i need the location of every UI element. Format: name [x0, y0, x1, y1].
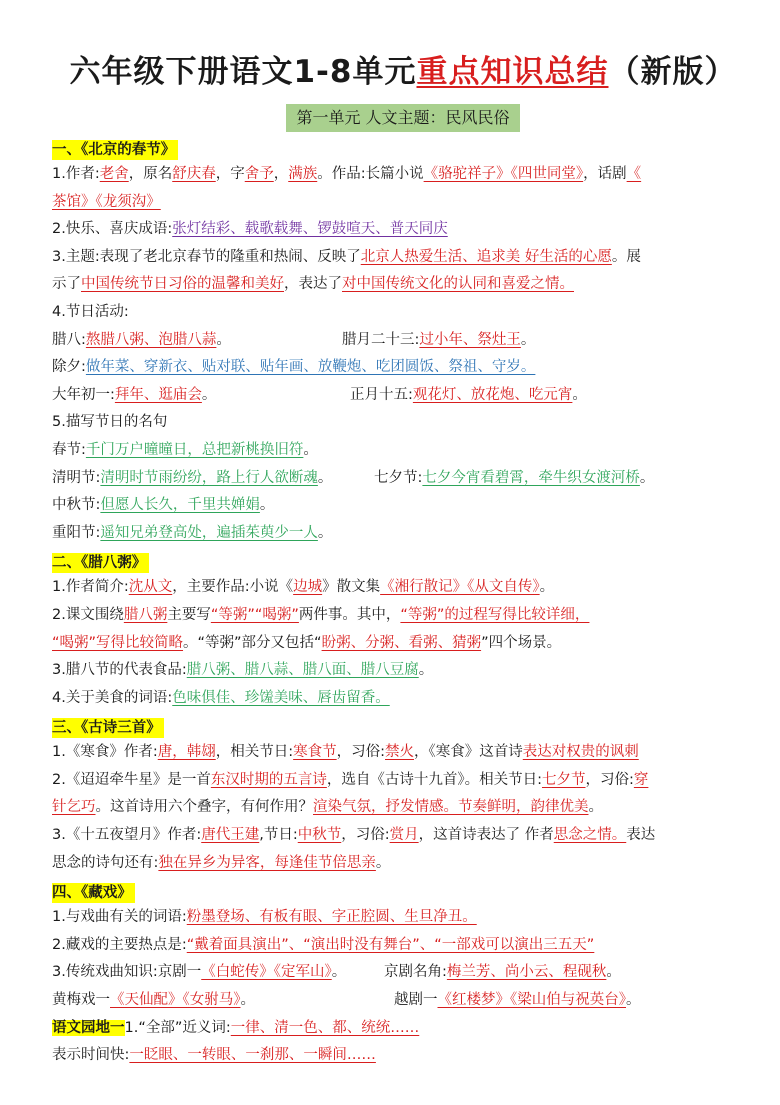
text-segment: 4.节日活动:: [52, 303, 129, 320]
key-term: 对中国传统文化的认同和喜爱之情。: [342, 276, 574, 293]
key-term: 《: [626, 166, 642, 182]
line-zangxi: [52, 932, 754, 960]
text-segment: ，: [273, 166, 289, 182]
text-segment: 1.作者简介:: [52, 579, 129, 596]
line-laba-content-cont: [52, 630, 754, 658]
key-term: 熬腊八粥、泡腊八蒜: [85, 331, 217, 348]
text-segment: ，字: [215, 166, 245, 182]
key-term: 盼粥、分粥、看粥、猜粥: [321, 634, 482, 651]
text-segment: 。: [317, 469, 333, 486]
key-term: 《天仙配》《女驸马》: [110, 992, 241, 1009]
text-segment: 七夕节:: [374, 469, 423, 486]
text-segment: 3.腊八节的代表食品:: [52, 662, 187, 679]
text-segment: ，《寒食》这首诗: [414, 744, 523, 761]
garden-heading: 语文园地一: [52, 1019, 125, 1036]
key-term: 拜年、逛庙会: [114, 386, 202, 403]
text-segment: 2.课文围绕: [52, 606, 124, 623]
key-term: 渲染气氛，抒发情感。节奏鲜明，韵律优美: [313, 799, 589, 816]
text-segment: 。: [317, 524, 333, 541]
text-segment: 3.主题:表现了老北京春节的隆重和热闹、反映了: [52, 248, 361, 265]
key-term: 唐代王建: [201, 827, 260, 844]
text-segment: ，话剧: [583, 166, 627, 182]
title-tail: （新版）: [608, 54, 737, 90]
text-segment: ，表达了: [284, 276, 342, 293]
line-qingming: [52, 465, 754, 493]
text-segment: ,节日:: [259, 827, 298, 844]
key-term: 舍予: [244, 166, 274, 182]
section-heading-2: 二、《腊八粥》: [52, 550, 754, 574]
text-segment: ，习俗:: [336, 744, 386, 761]
line-wangyue: [52, 822, 754, 850]
title-highlight: 重点知识总结: [416, 54, 609, 90]
key-term: 《白蛇传》《定军山》: [201, 964, 332, 981]
text-segment: 越剧一: [394, 992, 438, 1009]
key-term: 禁火: [385, 744, 415, 761]
key-term: 一眨眼、一转眼、一刹那、一瞬间……: [129, 1047, 376, 1064]
text-segment: 大年初一:: [52, 386, 115, 403]
key-term: 边城: [293, 579, 323, 596]
key-term: 老舍: [99, 166, 129, 182]
text-segment: 1.“全部”近义词:: [124, 1019, 231, 1036]
key-term: “等粥”“喝粥”: [210, 606, 299, 623]
line-jingju: [52, 959, 754, 987]
key-term: 唐，韩翃: [157, 744, 216, 761]
text-segment: 。: [539, 579, 555, 596]
key-term: 沈从文: [128, 579, 173, 596]
text-segment: 2.《迢迢牵牛星》是一首: [52, 771, 211, 788]
text-segment: 。: [201, 386, 217, 403]
text-segment: 。: [626, 992, 641, 1009]
line-spring: [52, 437, 754, 465]
line-qianniu: [52, 767, 754, 795]
text-segment: 4.关于美食的词语:: [52, 689, 173, 706]
key-term: 思念之情。: [553, 827, 627, 844]
key-term: 观花灯、放花炮、吃元宵: [412, 386, 573, 403]
text-segment: ”四个场景。: [481, 634, 562, 651]
text-segment: 。: [259, 497, 275, 514]
page-title: [52, 0, 754, 98]
text-segment: 黄梅戏一: [52, 992, 110, 1009]
section-heading-1: 一、《北京的春节》: [52, 137, 754, 161]
title-black: 六年级下册语文1-8单元: [69, 54, 417, 90]
key-term: 遥知兄弟登高处，遍插茱萸少一人: [100, 524, 318, 541]
text-segment: 。: [375, 854, 391, 871]
key-term: 北京人热爱生活、追求美 好生活的心愿: [360, 248, 612, 265]
line-famous-lines: [52, 409, 754, 437]
key-term: 《红楼梦》《梁山伯与祝英台》: [437, 992, 626, 1009]
text-segment: ，相关节日:: [215, 744, 294, 761]
text-segment: 。: [418, 662, 434, 679]
text-segment: 作者:: [65, 166, 100, 182]
text-segment: 表达: [626, 827, 656, 844]
text-segment: 清明节:: [52, 469, 101, 486]
line-laba-author: [52, 574, 754, 602]
text-segment: ，习俗:: [585, 771, 634, 788]
text-segment: 腊八:: [52, 331, 86, 348]
line-theme-cont: [52, 271, 754, 299]
text-segment: 腊月二十三:: [342, 331, 420, 348]
key-term: 千门万户曈曈日，总把新桃换旧符: [85, 441, 304, 458]
text-segment: 1.与戏曲有关的词语:: [52, 909, 187, 926]
key-term: 腊八粥: [123, 606, 168, 623]
text-segment: 两件事。其中，: [298, 606, 401, 623]
text-segment: 。: [216, 331, 231, 348]
list-number: 1.: [52, 166, 66, 182]
text-segment: 。: [572, 386, 587, 403]
key-term: 张灯结彩、载歌载舞、锣鼓喧天、普天同庆: [172, 221, 448, 238]
line-time-fast: [52, 1042, 754, 1070]
line-qianniu-cont: [52, 794, 754, 822]
section-heading-4: 四、《藏戏》: [52, 880, 754, 904]
line-laba: [52, 327, 754, 355]
line-chuxi: [52, 354, 754, 382]
text-segment: 3.《十五夜望月》作者:: [52, 827, 202, 844]
text-segment: ，原名: [128, 166, 173, 182]
text-segment: 。: [520, 331, 536, 348]
key-term: 寒食节: [293, 744, 337, 761]
text-segment: 。展: [611, 248, 641, 265]
text-segment: 》散文集: [322, 579, 381, 596]
text-segment: 。: [303, 441, 318, 458]
text-segment: 。: [639, 469, 655, 486]
text-segment: 。这首诗用六个叠字，有何作用？: [95, 799, 313, 816]
line-theme: [52, 244, 754, 272]
text-segment: 。作品:长篇小说: [317, 166, 424, 182]
text-segment: ，主要作品:小说《: [172, 579, 294, 596]
line-idioms: [52, 216, 754, 244]
text-segment: 。: [606, 964, 621, 981]
key-term: 东汉时期的五言诗: [210, 771, 327, 788]
key-term: 满族: [288, 166, 318, 182]
line-wangyue-cont: [52, 850, 754, 878]
text-segment: 3.传统戏曲知识:京剧一: [52, 964, 202, 981]
text-segment: 除夕:: [52, 359, 86, 376]
key-term: 过小年、祭灶王: [419, 331, 521, 348]
text-segment: 。: [331, 964, 347, 981]
key-term: 但愿人长久，千里共婵娟: [100, 497, 260, 514]
unit-heading-row: [52, 104, 754, 134]
line-chuyi: [52, 382, 754, 410]
line-author: [52, 161, 754, 189]
line-laba-foods: [52, 657, 754, 685]
key-term: 梅兰芳、尚小云、程砚秋: [446, 964, 607, 981]
text-segment: 示了: [52, 276, 81, 293]
line-hanshi: [52, 739, 754, 767]
text-segment: ，这首诗表达了 作者: [418, 827, 554, 844]
line-laba-content: [52, 602, 754, 630]
key-term: 清明时节雨纷纷，路上行人欲断魂: [100, 469, 318, 486]
text-segment: 。: [588, 799, 603, 816]
line-midautumn: [52, 492, 754, 520]
text-segment: 主要写: [167, 606, 211, 623]
text-segment: 春节:: [52, 441, 86, 458]
line-huangmei: [52, 987, 754, 1015]
key-term: 中秋节: [297, 827, 342, 844]
key-term: 中国传统节日习俗的温馨和美好: [81, 276, 284, 293]
line-author-cont: [52, 189, 754, 217]
key-term: “戴着面具演出”、“演出时没有舞台”、“一部戏可以演出三五天”: [186, 936, 595, 953]
text-segment: 1.《寒食》作者:: [52, 744, 158, 761]
text-segment: 重阳节:: [52, 524, 101, 541]
line-chongyang: [52, 520, 754, 548]
line-opera-words: [52, 904, 754, 932]
section-heading-3: 三、《古诗三首》: [52, 715, 754, 739]
key-term: 腊八粥、腊八蒜、腊八面、腊八豆腐: [186, 662, 419, 679]
key-term: 《湘行散记》《从文自传》: [380, 579, 540, 596]
key-term: 舒庆春: [172, 166, 216, 182]
text-segment: 正月十五:: [350, 386, 413, 403]
key-term: 七夕节: [541, 771, 586, 788]
line-food-words: [52, 685, 754, 713]
unit-heading: 第一单元 人文主题：民风民俗: [286, 104, 519, 132]
text-segment: ，选自《古诗十九首》。相关节日:: [326, 771, 542, 788]
text-segment: 。: [240, 992, 255, 1009]
text-segment: ，习俗:: [341, 827, 390, 844]
key-term: 赏月: [389, 827, 419, 844]
key-term: 七夕今宵看碧霄，牵牛织女渡河桥: [422, 469, 640, 486]
line-activities: [52, 299, 754, 327]
text-segment: 。“等粥”部分又包括“: [183, 634, 322, 651]
key-term: 针乞巧: [52, 799, 96, 816]
line-garden: [52, 1015, 754, 1043]
key-term: 粉墨登场、有板有眼、字正腔圆、生旦净丑。: [186, 909, 477, 926]
key-term: 独在异乡为异客，每逢佳节倍思亲: [158, 854, 376, 871]
text-segment: 表示时间快:: [52, 1047, 130, 1064]
text-segment: 思念的诗句还有:: [52, 854, 159, 871]
key-term: 《骆驼祥子》《四世同堂》: [423, 166, 584, 182]
key-term: 一律、清一色、都、统统……: [230, 1019, 420, 1036]
key-term: “等粥”的过程写得比较详细，: [400, 606, 590, 623]
key-term: 茶馆》《龙须沟》: [52, 193, 161, 210]
key-term: 表达对权贵的讽刺: [522, 744, 639, 761]
key-term: 做年菜、穿新衣、贴对联、贴年画、放鞭炮、吃团圆饭、祭祖、守岁。: [85, 359, 536, 376]
text-segment: 京剧名角:: [384, 964, 447, 981]
text-segment: 2.藏戏的主要热点是:: [52, 936, 187, 953]
key-term: “喝粥”写得比较简略: [52, 634, 184, 651]
text-segment: 5.描写节日的名句: [52, 414, 168, 431]
key-term: 色味俱佳、珍馐美味、唇齿留香。: [172, 689, 390, 706]
text-segment: 2.快乐、喜庆成语:: [52, 221, 173, 238]
key-term: 穿: [633, 771, 649, 788]
text-segment: 中秋节:: [52, 497, 101, 514]
